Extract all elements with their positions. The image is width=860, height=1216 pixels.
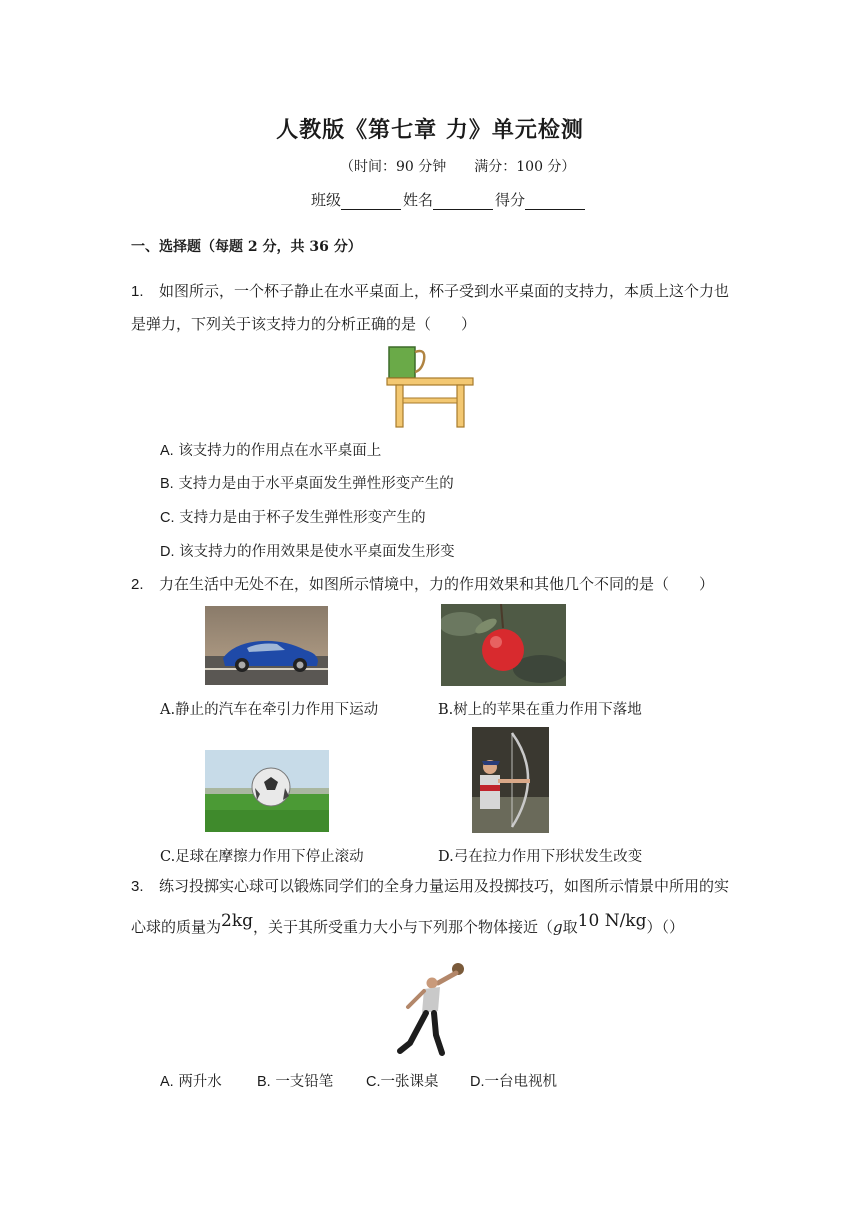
option-a[interactable]: A. 两升水 — [160, 1074, 222, 1090]
question-number: 2. — [131, 576, 144, 593]
caption-d[interactable]: D.弓在拉力作用下形状发生改变 — [438, 849, 643, 865]
question-text: 力在生活中无处不在，如图所示情境中，力的作用效果和其他几个不同的是（ ） — [159, 575, 715, 593]
class-label: 班级 — [311, 191, 342, 209]
question-text: 是弹力，下列关于该支持力的分析正确的是（ ） — [131, 315, 477, 333]
archery-photo — [472, 727, 549, 833]
cup-body — [389, 347, 415, 378]
score-blank[interactable] — [525, 195, 585, 210]
question-text: ）（） — [646, 918, 684, 936]
question-number: 1. — [131, 283, 144, 300]
class-blank[interactable] — [341, 195, 401, 210]
caption-b[interactable]: B.树上的苹果在重力作用下落地 — [438, 702, 642, 718]
shot-put-thrower-figure — [386, 961, 476, 1057]
table-top — [387, 378, 473, 385]
question-text: 如图所示，一个杯子静止在水平桌面上，杯子受到水平桌面的支持力，本质上这个力也 — [159, 282, 730, 300]
g-value: 10 N/kg — [577, 911, 647, 931]
caption-c[interactable]: C.足球在摩擦力作用下停止滚动 — [160, 849, 364, 865]
student-info-fields — [311, 189, 587, 210]
question-text: ，关于其所受重力大小与下列那个物体接近（ — [253, 918, 554, 936]
question-number: 3. — [131, 878, 144, 895]
score-label: 得分 — [495, 191, 526, 209]
table-crossbar — [403, 398, 457, 403]
option-c[interactable]: C.一张课桌 — [366, 1074, 439, 1090]
mass-value: 2kg — [221, 911, 254, 931]
option-d[interactable]: D.一台电视机 — [470, 1074, 557, 1090]
g-symbol: g — [553, 918, 563, 936]
table-leg — [396, 385, 403, 427]
option-b[interactable]: B. 一支铅笔 — [257, 1074, 334, 1090]
option-a[interactable]: A. 该支持力的作用点在水平桌面上 — [160, 443, 382, 459]
question-text: 心球的质量为 — [131, 918, 222, 936]
name-label: 姓名 — [403, 191, 434, 209]
car-photo — [205, 606, 328, 685]
question-text: 取 — [562, 918, 578, 936]
option-b[interactable]: B. 支持力是由于水平桌面发生弹性形变产生的 — [160, 476, 454, 492]
page-title: 人教版《第七章 力》单元检测 — [276, 117, 584, 143]
question-text: 练习投掷实心球可以锻炼同学们的全身力量运用及投掷技巧，如图所示情景中所用的实 — [159, 877, 730, 895]
name-blank[interactable] — [433, 195, 493, 210]
cup-on-table-figure — [386, 344, 476, 430]
question-2 — [131, 568, 751, 601]
apple-photo — [441, 604, 566, 686]
exam-info: （时间：90 分钟 满分：100 分） — [340, 159, 576, 175]
cup-handle — [415, 351, 424, 372]
option-d[interactable]: D. 该支持力的作用效果是使水平桌面发生形变 — [160, 544, 455, 560]
table-leg — [457, 385, 464, 427]
section-heading: 一、选择题（每题 2 分，共 36 分） — [131, 239, 362, 255]
soccer-ball-photo — [205, 750, 329, 832]
question-1 — [131, 275, 751, 340]
caption-a[interactable]: A.静止的汽车在牵引力作用下运动 — [160, 702, 379, 718]
question-3 — [131, 870, 751, 943]
option-c[interactable]: C. 支持力是由于杯子发生弹性形变产生的 — [160, 510, 426, 526]
